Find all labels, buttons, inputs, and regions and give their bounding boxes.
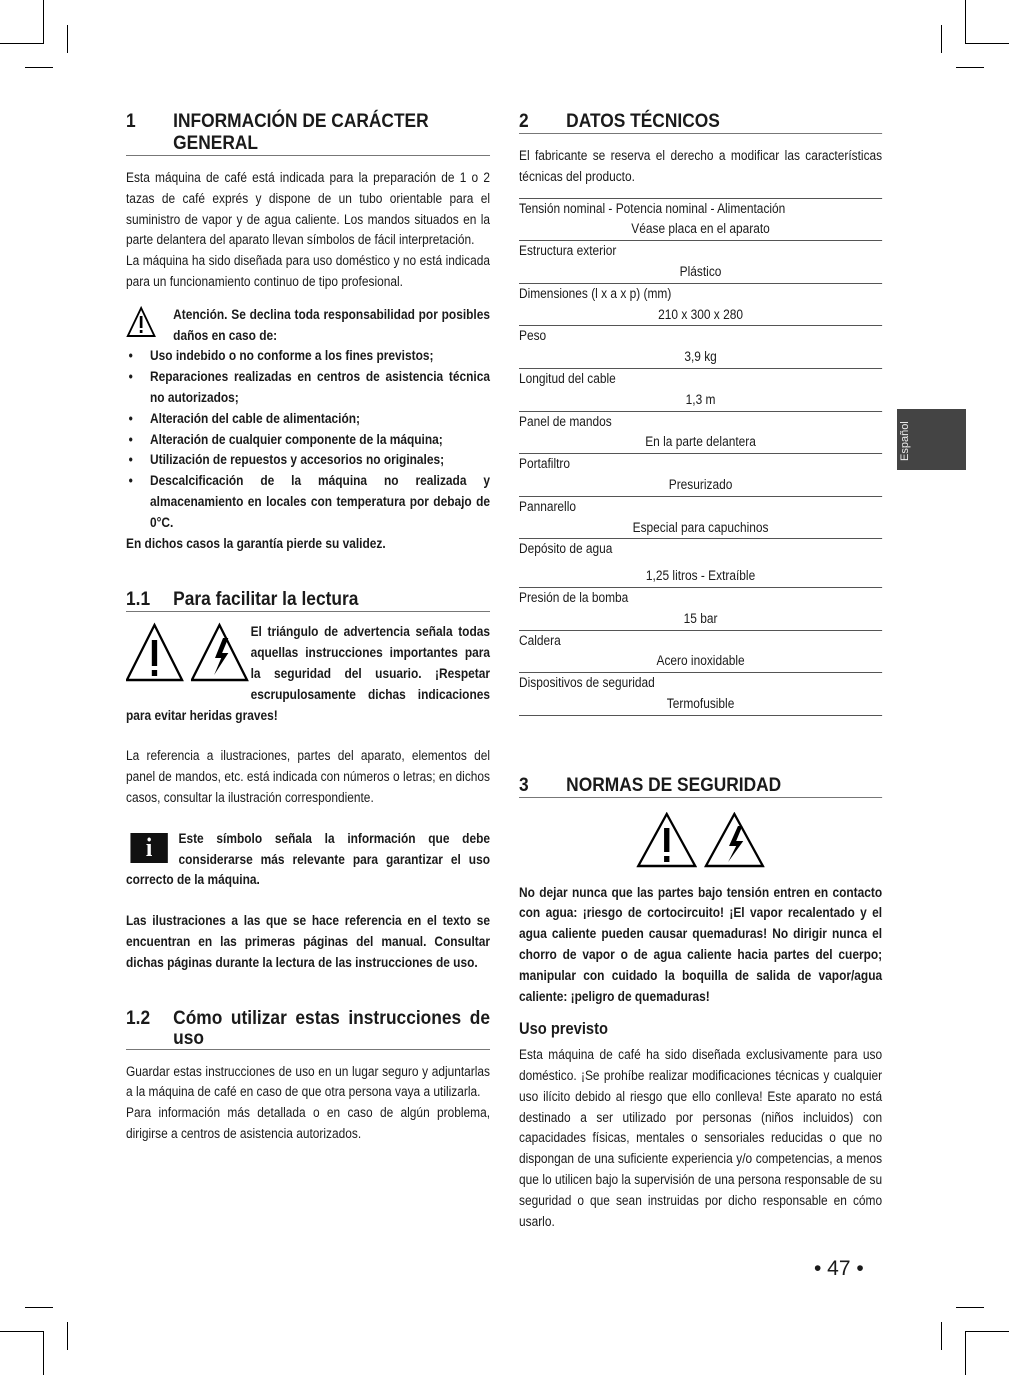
- crop-mark: [966, 1331, 1009, 1332]
- crop-mark: [965, 1331, 966, 1375]
- table-row-value: Presurizado: [668, 476, 733, 492]
- table-row-label: Estructura exterior: [519, 240, 882, 262]
- page-number: • 47 •: [814, 1257, 864, 1280]
- paragraph: Esta máquina de café está indicada para la preparación de 1 o 2 tazas de café exprés y dispone de un tubo orientable para el suministro de vapor y de agua caliente. Los mandos situados en la parte delantera del aparato llevan símbolos de fácil interpretación.: [126, 170, 491, 248]
- crop-mark: [43, 1331, 44, 1375]
- crop-mark: [0, 43, 44, 44]
- crop-mark: [956, 1307, 984, 1308]
- table-row-value: 15 bar: [683, 610, 718, 626]
- crop-mark: [956, 67, 984, 68]
- technical-data-table: [519, 198, 882, 716]
- paragraph: Esta máquina de café ha sido diseñada exclusivamente para uso doméstico. ¡Se prohíbe realizar modificaciones técnicas y cualquier uso ilícito debido al riesgo que ello conlleva! Este aparato no está destinado a ser utilizado por personas (niños incluidos) con capacidades físicas, mentales o sensoriales reducidas o que no dispongan de una suficiente experiencia y/o competencias, a menos que lo utilicen bajo la supervisión de una persona responsable de su seguridad o que sean instruidas por dicho responsable en cómo usarlo.: [519, 1047, 883, 1229]
- table-row-value: En la parte delantera: [645, 434, 756, 450]
- table-row-label: Caldera: [519, 630, 882, 652]
- warning-symbols-block: El triángulo de advertencia señala todas aquellas instrucciones importantes para la seguridad del usuario. ¡Respetar escrupulosamente dichas indicaciones para evitar heridas graves!: [126, 624, 491, 723]
- right-column: [519, 110, 882, 1232]
- paragraph: Las ilustraciones a las que se hace referencia en el texto se encuentran en las primeras páginas del manual. Consultar dichas páginas durante la lectura de las instrucciones de uso.: [126, 913, 491, 970]
- warning-block: Atención. Se declina toda responsabilidad por posibles daños en caso de:: [126, 305, 490, 347]
- language-tab: Español: [897, 409, 966, 470]
- table-row-label: Presión de la bomba: [519, 587, 882, 609]
- list-item: • Utilización de repuestos y accesorios no originales;: [126, 450, 490, 471]
- safety-warning: No dejar nunca que las partes bajo tensión entren en contacto con agua: ¡riesgo de cortocircuito! ¡El vapor recalentado y el agua caliente pueden causar quemaduras! No dirigir nunca el chorro de vapor o de agua caliente hacia partes del cuerpo; manipular con cuidado la boquilla de salida de vapor/agua caliente: ¡peligro de quemaduras!: [519, 884, 883, 1004]
- crop-mark: [941, 1322, 942, 1350]
- info-icon: i: [130, 833, 167, 863]
- warning-triangle-icon: [637, 812, 698, 868]
- crop-mark: [941, 25, 942, 53]
- warning-triangle-icon: [126, 622, 184, 682]
- warning-triangle-icon: [126, 305, 173, 347]
- table-row-label: Dimensiones (l x a x p) (mm): [519, 283, 882, 305]
- crop-mark: [0, 1331, 44, 1332]
- section-2-heading: 2 DATOS TÉCNICOS: [519, 110, 882, 134]
- warning-list: [126, 346, 490, 533]
- list-item: • Alteración del cable de alimentación;: [126, 409, 490, 430]
- info-block: i Este símbolo señala la información que debe considerarse más relevante para garantizar el uso correcto de la máquina.: [126, 830, 491, 888]
- section-1-2-heading: 1.2 Cómo utilizar estas instrucciones de uso: [126, 1006, 491, 1049]
- table-row-value: Termofusible: [666, 695, 735, 711]
- crop-mark: [67, 25, 68, 53]
- crop-mark: [43, 0, 44, 44]
- paragraph: El fabricante se reserva el derecho a modificar las características técnicas del producto.: [519, 148, 883, 184]
- paragraph: La referencia a ilustraciones, partes del aparato, elementos del panel de mandos, etc. está indicada con números o letras; en dichos casos, consultar la ilustración correspondiente.: [126, 748, 491, 805]
- crop-mark: [67, 1322, 68, 1350]
- crop-mark: [25, 1307, 53, 1308]
- section-3-heading: 3 NORMAS DE SEGURIDAD: [519, 774, 882, 798]
- table-row-label: Dispositivos de seguridad: [519, 672, 882, 694]
- list-item: • Reparaciones realizadas en centros de asistencia técnica no autorizados;: [126, 367, 490, 409]
- section-1-heading: 1 INFORMACIÓN DE CARÁCTER GENERAL: [126, 110, 490, 156]
- warning-icons: [126, 622, 251, 686]
- table-row-value: 1,25 litros - Extraíble: [645, 568, 756, 584]
- paragraph: La máquina ha sido diseñada para uso doméstico y no está indicada para un funcionamiento continuo de tipo profesional.: [126, 253, 491, 289]
- table-row-value: Acero inoxidable: [656, 653, 745, 669]
- list-item: • Uso indebido o no conforme a los fines previstos;: [126, 346, 490, 367]
- safety-icons: [519, 812, 882, 875]
- section-1-1-heading: 1.1 Para facilitar la lectura: [126, 588, 490, 612]
- crop-mark: [25, 67, 53, 68]
- table-row-value: 1,3 m: [685, 391, 716, 407]
- table-row-label: Panel de mandos: [519, 411, 882, 433]
- table-row-value: 210 x 300 x 280: [658, 306, 743, 322]
- table-row-label: Longitud del cable: [519, 368, 882, 390]
- table-row-label: Portafiltro: [519, 453, 882, 475]
- crop-mark: [966, 43, 1009, 44]
- table-row-value: Especial para capuchinos: [632, 519, 769, 535]
- electric-hazard-icon: [191, 622, 249, 682]
- subsection-heading: Uso previsto: [519, 1020, 608, 1039]
- electric-hazard-icon: [704, 812, 765, 868]
- table-row-value: Véase placa en el aparato: [631, 221, 770, 237]
- list-item: • Descalcificación de la máquina no realizada y almacenamiento en locales con temperatura por debajo de 0°C.: [126, 471, 490, 533]
- table-row-value: 3,9 kg: [684, 349, 717, 365]
- warranty-note: En dichos casos la garantía pierde su validez.: [126, 535, 386, 551]
- paragraph: Para información más detallada o en caso de algún problema, dirigirse a centros de asistencia autorizados.: [126, 1105, 491, 1141]
- table-row-label: Tensión nominal - Potencia nominal - Alimentación: [519, 198, 882, 220]
- paragraph: Guardar estas instrucciones de uso en un lugar seguro y adjuntarlas a la máquina de café en caso de que otra persona vaya a utilizarla.: [126, 1063, 491, 1100]
- table-row-label: Depósito de agua: [519, 538, 882, 560]
- left-column: [126, 110, 490, 1145]
- crop-mark: [965, 0, 966, 44]
- table-row-label: Peso: [519, 325, 882, 347]
- table-row-value: Plástico: [679, 263, 722, 279]
- list-item: • Alteración de cualquier componente de la máquina;: [126, 430, 490, 451]
- table-row-label: Pannarello: [519, 496, 882, 518]
